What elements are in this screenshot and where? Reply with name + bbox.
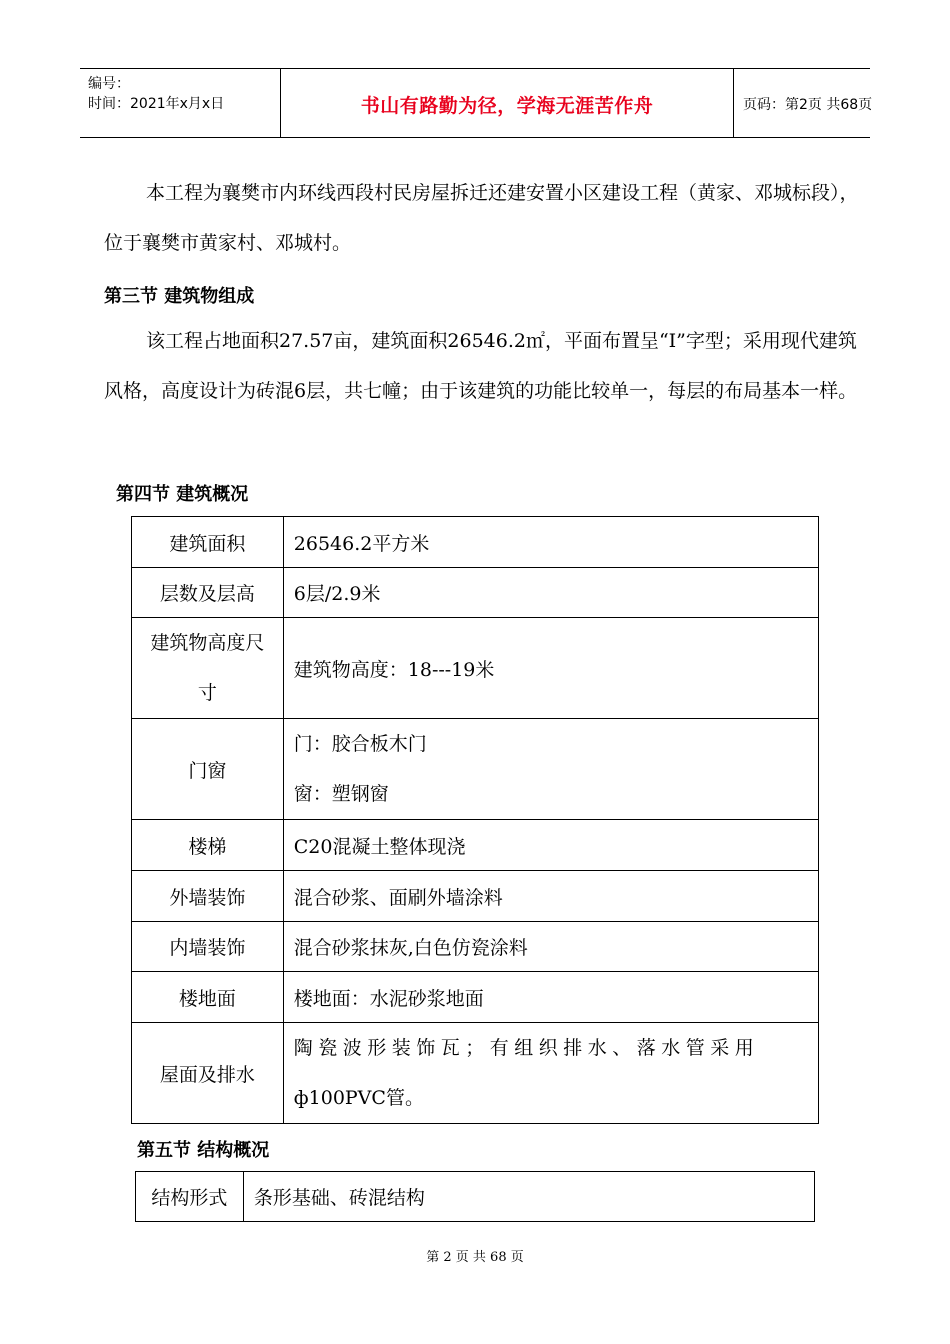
page-info: 页码：第2页 共68页 <box>743 97 873 113</box>
row-value: 26546.2平方米 <box>283 517 818 568</box>
row-value: 混合砂浆、面刷外墙涂料 <box>283 871 818 922</box>
row-value: 条形基础、砖混结构 <box>243 1172 814 1222</box>
row-key-line: 建筑物高度尺 <box>150 632 265 654</box>
table-row <box>132 1023 819 1124</box>
header-left-cell <box>80 69 280 137</box>
row-key: 楼梯 <box>132 820 284 871</box>
row-key: 门窗 <box>132 719 284 820</box>
header-motto: 书山有路勤为径，学海无涯苦作舟 <box>360 95 654 117</box>
row-value <box>283 1023 818 1124</box>
row-key <box>132 618 284 719</box>
row-key: 屋面及排水 <box>132 1023 284 1124</box>
row-value-line: 陶瓷波形装饰瓦；有组织排水、落水管采用 <box>293 1037 760 1059</box>
row-value: 混合砂浆抹灰,白色仿瓷涂料 <box>283 922 818 972</box>
table-row <box>132 568 819 618</box>
row-key: 结构形式 <box>136 1172 244 1222</box>
building-overview-table <box>131 516 819 1124</box>
row-key: 建筑面积 <box>132 517 284 568</box>
row-value: 6层/2.9米 <box>283 568 818 618</box>
row-value <box>283 719 818 820</box>
row-value-line: 门：胶合板木门 <box>293 733 427 755</box>
row-value: 楼地面：水泥砂浆地面 <box>283 972 818 1023</box>
table-row <box>132 972 819 1023</box>
time-label: 时间：2021年x月x日 <box>88 96 225 112</box>
section4-title: 第四节 建筑概况 <box>116 484 249 505</box>
row-key-line: 寸 <box>197 682 217 704</box>
section5-title: 第五节 结构概况 <box>137 1140 270 1161</box>
page-footer: 第 2 页 共 68 页 <box>426 1250 524 1265</box>
row-key: 外墙装饰 <box>132 871 284 922</box>
section3-title: 第三节 建筑物组成 <box>104 286 255 307</box>
doc-number-label: 编号： <box>88 76 130 92</box>
table-row <box>132 820 819 871</box>
page-header <box>80 68 873 138</box>
structure-overview-table <box>135 1171 815 1222</box>
header-right-cell <box>733 69 873 137</box>
section3-paragraph: 该工程占地面积27.57亩，建筑面积26546.2㎡，平面布置呈“I”字型；采用现代建筑风格，高度设计为砖混6层，共七幢；由于该建筑的功能比较单一，每层的布局基本一样。 <box>104 330 858 402</box>
table-row <box>132 517 819 568</box>
table-row <box>132 922 819 972</box>
row-key: 层数及层高 <box>132 568 284 618</box>
header-middle-cell <box>280 69 734 137</box>
row-key: 楼地面 <box>132 972 284 1023</box>
table-row <box>132 618 819 719</box>
row-value: C20混凝土整体现浇 <box>283 820 818 871</box>
table-row <box>136 1172 815 1222</box>
table-row <box>132 871 819 922</box>
row-value: 建筑物高度：18---19米 <box>283 618 818 719</box>
row-key: 内墙装饰 <box>132 922 284 972</box>
intro-paragraph: 本工程为襄樊市内环线西段村民房屋拆迁还建安置小区建设工程（黄家、邓城标段），位于襄樊市黄家村、邓城村。 <box>104 182 859 254</box>
row-value-line: ф100PVC管。 <box>293 1087 424 1109</box>
table-row <box>132 719 819 820</box>
row-value-line: 窗：塑钢窗 <box>293 783 389 805</box>
